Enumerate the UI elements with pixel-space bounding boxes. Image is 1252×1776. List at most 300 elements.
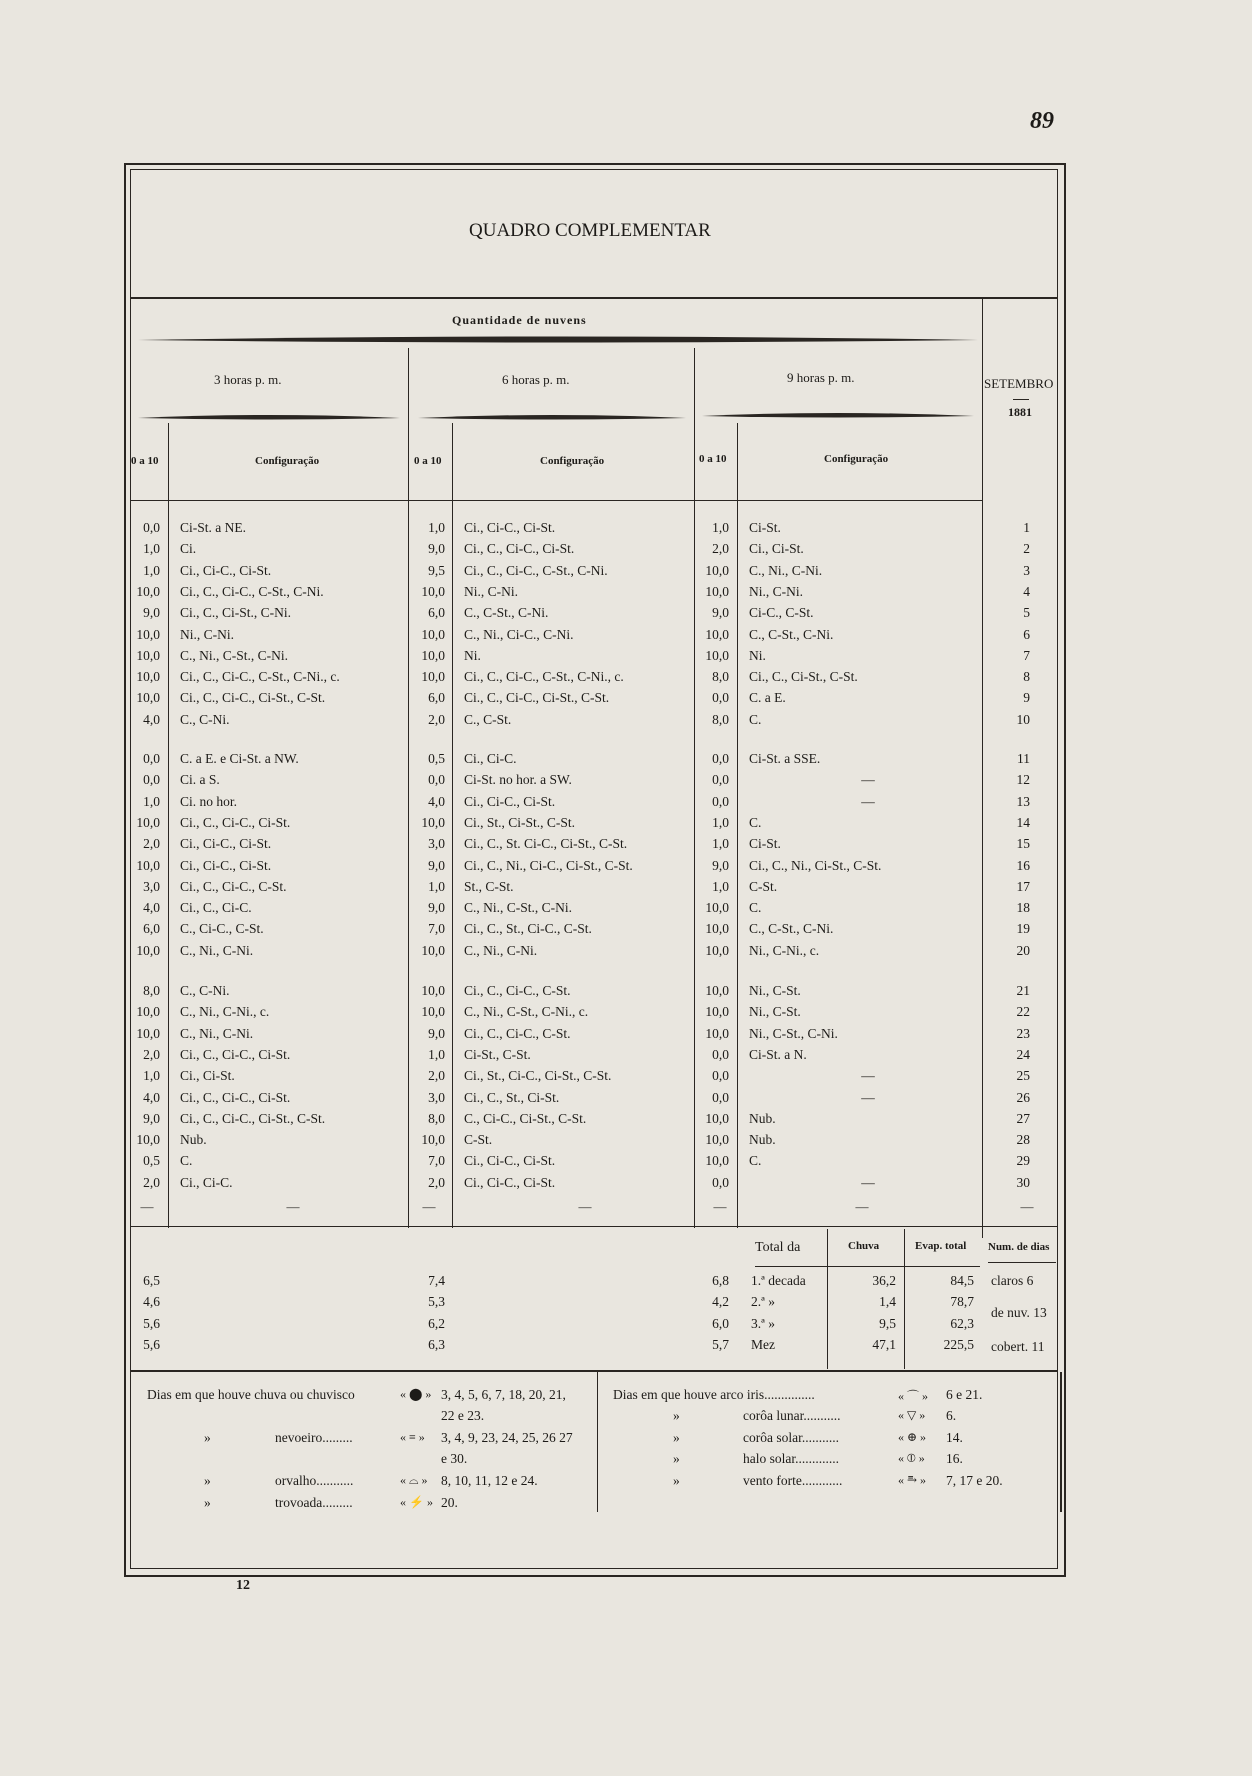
row-day: 7 [1023, 647, 1030, 663]
row-amount-9pm: 10,0 [705, 1004, 729, 1020]
row-config-9pm: Ci-St. a N. [749, 1046, 807, 1062]
row-day: 17 [1016, 878, 1030, 894]
weather-symbol-icon: « ▽ » [898, 1408, 926, 1422]
row-amount-3pm: 10,0 [136, 583, 160, 599]
evap-value: 62,3 [950, 1315, 974, 1331]
row-config-6pm: Ci., C., Ni., Ci-C., Ci-St., C-St. [464, 857, 633, 873]
row-amount-6pm: 0,5 [428, 751, 445, 766]
row-day: 20 [1016, 942, 1030, 958]
row-day: 25 [1016, 1068, 1030, 1084]
note-bullet: » [673, 1408, 680, 1423]
row-config-9pm: — [861, 772, 875, 788]
chuva-value: 1,4 [879, 1294, 896, 1310]
row-config-9pm: Ci-St. a SSE. [749, 751, 821, 766]
days-count: de nuv. 13 [991, 1305, 1047, 1320]
period-label-1: 3 horas p. m. [214, 372, 282, 387]
row-day: 30 [1016, 1174, 1030, 1190]
month-header: SETEMBRO [984, 376, 1054, 391]
row-amount-9pm: 1,0 [712, 878, 729, 894]
summary-top-rule [130, 1226, 1058, 1227]
row-day: 11 [1017, 751, 1030, 766]
row-config-3pm: Ci., C., Ci-C., C-St., C-Ni., c. [180, 669, 340, 685]
row-day: 10 [1016, 711, 1030, 727]
note-label: Dias em que houve chuva ou chuvisco [147, 1387, 355, 1402]
row-amount-9pm: 10,0 [705, 647, 729, 663]
summary-label-underline [755, 1266, 980, 1267]
row-config-3pm: Ci., C., Ci-C., Ci-St. [180, 814, 291, 830]
row-amount-3pm: 2,0 [143, 1046, 160, 1062]
row-config-9pm: — [861, 1068, 875, 1084]
row-config-9pm: Ni. [749, 647, 766, 663]
row-day: 6 [1023, 626, 1030, 642]
row-amount-6pm: 2,0 [428, 1068, 445, 1084]
row-config-9pm: C. [749, 711, 762, 727]
weather-symbol-icon: « ≡ » [400, 1430, 425, 1444]
table-title: QUADRO COMPLEMENTAR [469, 220, 711, 241]
row-config-3pm: Ci-St. a NE. [180, 520, 246, 535]
row-config-3pm: C., C-Ni. [180, 711, 230, 727]
summary-period: 3.ª » [751, 1315, 775, 1331]
row-config-9pm: Ni., C-St. [749, 1004, 801, 1020]
weather-symbol-icon: « ⬤ » [400, 1387, 432, 1401]
note-days: 6 e 21. [946, 1387, 983, 1402]
row-amount-6pm: 9,5 [428, 562, 445, 578]
note-bullet: » [204, 1473, 211, 1488]
row-config-9pm: C., C-St., C-Ni. [749, 921, 834, 937]
row-config-6pm: Ci., C., Ci-C., C-St., C-Ni. [464, 562, 608, 578]
note-label: corôa solar........... [743, 1430, 839, 1445]
row-config-3pm: Ci., Ci-C., Ci-St. [180, 857, 272, 873]
row-amount-6pm: 10,0 [421, 647, 445, 663]
row-config-9pm: Ci-C., C-St. [749, 605, 814, 621]
note-days: 20. [441, 1495, 458, 1510]
header-divider-right [982, 298, 983, 1238]
row-amount-3pm: 10,0 [136, 1132, 160, 1148]
row-config-3pm: Ci., C., Ci-C., Ci-St., C-St. [180, 1110, 326, 1126]
avg-9pm: 6,0 [712, 1315, 729, 1331]
row-amount-3pm: 10,0 [136, 1025, 160, 1041]
row-amount-3pm: 8,0 [143, 983, 160, 998]
row-config-3pm: Ci., C., Ci-C., Ci-St., C-St. [180, 690, 326, 706]
row-day: 2 [1023, 541, 1030, 557]
row-day: 9 [1023, 690, 1030, 706]
row-day: 16 [1016, 857, 1030, 873]
row-config-6pm: Ci., C., St., Ci-St. [464, 1089, 560, 1105]
title-rule [130, 297, 1058, 299]
avg-6pm: 5,3 [428, 1294, 445, 1310]
weather-symbol-icon: « ⊕ » [898, 1430, 927, 1444]
evap-value: 225,5 [943, 1336, 974, 1352]
row-amount-9pm: 10,0 [705, 983, 729, 998]
col-divider-a2 [452, 423, 453, 1228]
row-amount-3pm: 10,0 [136, 1004, 160, 1020]
row-amount-9pm: 2,0 [712, 541, 729, 557]
row-config-3pm: Ci., Ci-C. [180, 1174, 233, 1190]
numdias-underline [988, 1262, 1056, 1263]
row-amount-3pm: 0,0 [143, 772, 160, 788]
summary-divider-chuva [904, 1229, 905, 1369]
note-bullet: » [204, 1495, 211, 1510]
row-day: 1 [1023, 520, 1030, 535]
period-swell-rule-3 [702, 410, 974, 420]
dash-cell: — [1020, 1199, 1034, 1214]
row-config-6pm: C., C-St., C-Ni. [464, 605, 549, 621]
row-config-6pm: Ci., C., Ci-C., C-St., C-Ni., c. [464, 669, 624, 685]
row-amount-9pm: 9,0 [712, 857, 729, 873]
row-config-3pm: Ci., Ci-C., Ci-St. [180, 562, 272, 578]
row-config-9pm: — [861, 1174, 875, 1190]
period-label-2: 6 horas p. m. [502, 372, 570, 387]
row-config-6pm: Ci-St. no hor. a SW. [464, 772, 572, 788]
row-config-6pm: Ni. [464, 647, 481, 663]
notes-right-edge [1060, 1372, 1062, 1512]
row-amount-6pm: 9,0 [428, 857, 445, 873]
weather-symbol-icon: « ⥱ » [898, 1473, 927, 1487]
row-amount-9pm: 0,0 [712, 1068, 729, 1084]
evap-value: 84,5 [950, 1273, 974, 1288]
row-day: 18 [1016, 900, 1030, 916]
note-label: orvalho........... [275, 1473, 354, 1488]
row-amount-9pm: 10,0 [705, 562, 729, 578]
dash-cell: — [855, 1199, 869, 1214]
row-amount-3pm: 9,0 [143, 605, 160, 621]
row-amount-3pm: 0,0 [143, 751, 160, 766]
col-header-amount-2: 0 a 10 [414, 455, 442, 467]
row-config-6pm: C., Ni., C-Ni. [464, 942, 538, 958]
avg-3pm: 4,6 [143, 1294, 160, 1310]
dash-cell: — [286, 1199, 300, 1214]
avg-9pm: 6,8 [712, 1273, 729, 1288]
group-header-swell-rule [138, 335, 978, 345]
note-bullet: » [673, 1451, 680, 1466]
row-amount-6pm: 1,0 [428, 878, 445, 894]
avg-6pm: 6,2 [428, 1315, 445, 1331]
row-config-3pm: Ci., Ci-C., Ci-St. [180, 836, 272, 852]
note-label: Dias em que houve arco iris............... [613, 1387, 815, 1402]
note-days: 3, 4, 9, 23, 24, 25, 26 27 [441, 1430, 573, 1445]
avg-3pm: 6,5 [143, 1273, 160, 1288]
row-amount-9pm: 1,0 [712, 836, 729, 852]
row-config-9pm: Nub. [749, 1132, 776, 1148]
note-days: 22 e 23. [441, 1408, 485, 1423]
row-config-6pm: Ci., St., Ci-C., Ci-St., C-St. [464, 1068, 612, 1084]
row-amount-6pm: 7,0 [428, 1153, 445, 1169]
days-count: claros 6 [991, 1273, 1034, 1288]
col-header-amount-1: 0 a 10 [131, 455, 159, 467]
note-days: 8, 10, 11, 12 e 24. [441, 1473, 538, 1488]
note-days: 7, 17 e 20. [946, 1473, 1003, 1488]
year-header: 1881 [1008, 405, 1032, 419]
row-day: 23 [1016, 1025, 1030, 1041]
summary-period: 1.ª decada [751, 1273, 806, 1288]
row-amount-9pm: 8,0 [712, 711, 729, 727]
row-amount-3pm: 10,0 [136, 942, 160, 958]
row-config-9pm: C., C-St., C-Ni. [749, 626, 834, 642]
row-config-9pm: Ni., C-Ni. [749, 583, 803, 599]
row-amount-6pm: 10,0 [421, 814, 445, 830]
row-config-6pm: Ni., C-Ni. [464, 583, 518, 599]
dash-cell: — [422, 1199, 436, 1214]
note-label: trovoada......... [275, 1495, 353, 1510]
row-config-3pm: C., Ni., C-St., C-Ni. [180, 647, 289, 663]
row-amount-3pm: 2,0 [143, 836, 160, 852]
notes-divider [597, 1372, 598, 1512]
row-config-6pm: Ci., Ci-C., Ci-St. [464, 520, 556, 535]
row-day: 19 [1016, 921, 1030, 937]
row-amount-6pm: 2,0 [428, 711, 445, 727]
dash-cell: — [140, 1199, 154, 1214]
row-amount-3pm: 1,0 [143, 541, 160, 557]
row-config-6pm: Ci., C., Ci-C., Ci-St., C-St. [464, 690, 610, 706]
row-amount-9pm: 8,0 [712, 669, 729, 685]
row-config-6pm: St., C-St. [464, 878, 514, 894]
note-days: 16. [946, 1451, 963, 1466]
row-config-9pm: — [861, 793, 875, 809]
row-amount-6pm: 10,0 [421, 669, 445, 685]
period-label-3: 9 horas p. m. [787, 370, 855, 385]
row-amount-9pm: 0,0 [712, 690, 729, 706]
row-day: 22 [1016, 1004, 1030, 1020]
row-config-3pm: C., C-Ni. [180, 983, 230, 998]
row-amount-6pm: 10,0 [421, 1132, 445, 1148]
row-config-9pm: C. [749, 900, 762, 916]
row-day: 12 [1016, 772, 1030, 788]
row-amount-9pm: 0,0 [712, 1174, 729, 1190]
dash-cell: — [578, 1199, 592, 1214]
row-amount-3pm: 4,0 [143, 1089, 160, 1105]
row-amount-9pm: 10,0 [705, 942, 729, 958]
row-config-3pm: C., Ni., C-Ni. [180, 942, 254, 958]
row-amount-3pm: 9,0 [143, 1110, 160, 1126]
row-config-6pm: Ci., C., St. Ci-C., Ci-St., C-St. [464, 836, 628, 852]
row-amount-6pm: 9,0 [428, 900, 445, 916]
row-amount-3pm: 0,5 [143, 1153, 160, 1169]
col-header-config-3: Configuração [824, 453, 889, 465]
row-amount-9pm: 10,0 [705, 583, 729, 599]
row-amount-9pm: 0,0 [712, 793, 729, 809]
row-config-3pm: Ci. a S. [180, 772, 220, 788]
group-header: Quantidade de nuvens [452, 313, 587, 327]
chuva-value: 36,2 [872, 1273, 896, 1288]
row-amount-6pm: 1,0 [428, 520, 445, 535]
row-amount-6pm: 6,0 [428, 605, 445, 621]
row-amount-6pm: 2,0 [428, 1174, 445, 1190]
row-amount-6pm: 7,0 [428, 921, 445, 937]
note-label: vento forte............ [743, 1473, 843, 1488]
row-amount-9pm: 10,0 [705, 626, 729, 642]
row-config-9pm: Ci., C., Ni., Ci-St., C-St. [749, 857, 882, 873]
notes-top-rule [130, 1370, 1058, 1372]
row-config-6pm: C-St. [464, 1132, 493, 1148]
col-divider-a3 [737, 423, 738, 1228]
note-bullet: » [204, 1430, 211, 1445]
year-overline [1013, 399, 1029, 400]
row-day: 29 [1016, 1153, 1030, 1169]
row-config-6pm: Ci., Ci-C., Ci-St. [464, 1174, 556, 1190]
row-amount-6pm: 10,0 [421, 1004, 445, 1020]
row-config-6pm: C., C-St. [464, 711, 512, 727]
row-amount-3pm: 1,0 [143, 1068, 160, 1084]
avg-6pm: 7,4 [428, 1273, 445, 1288]
row-day: 13 [1016, 793, 1030, 809]
row-amount-9pm: 1,0 [712, 814, 729, 830]
note-days: e 30. [441, 1451, 468, 1466]
row-amount-6pm: 0,0 [428, 772, 445, 788]
row-amount-6pm: 8,0 [428, 1110, 445, 1126]
row-day: 8 [1023, 669, 1030, 685]
row-day: 24 [1016, 1046, 1030, 1062]
row-config-9pm: — [861, 1089, 875, 1105]
row-config-3pm: Ci., C., Ci-C., C-St., C-Ni. [180, 583, 324, 599]
row-amount-9pm: 9,0 [712, 605, 729, 621]
row-amount-3pm: 3,0 [143, 878, 160, 894]
row-config-3pm: C. a E. e Ci-St. a NW. [180, 751, 299, 766]
weather-symbol-icon: « ⌓ » [400, 1473, 428, 1487]
weather-symbol-icon: « ⌒ » [898, 1389, 929, 1403]
row-amount-3pm: 1,0 [143, 562, 160, 578]
row-config-3pm: Ni., C-Ni. [180, 626, 234, 642]
row-config-6pm: C., Ni., Ci-C., C-Ni. [464, 626, 574, 642]
row-config-3pm: C., Ni., C-Ni. [180, 1025, 254, 1041]
summary-divider-totalda [827, 1229, 828, 1369]
row-config-6pm: C., Ci-C., Ci-St., C-St. [464, 1110, 587, 1126]
row-config-9pm: C-St. [749, 878, 778, 894]
avg-6pm: 6,3 [428, 1336, 445, 1352]
row-amount-6pm: 1,0 [428, 1046, 445, 1062]
row-amount-9pm: 10,0 [705, 1110, 729, 1126]
total-label: Total da [755, 1240, 801, 1255]
page-number: 89 [1030, 108, 1054, 134]
weather-symbol-icon: « ⦶ » [898, 1451, 925, 1465]
col-divider-a1 [168, 423, 169, 1228]
weather-symbol-icon: « ⚡ » [400, 1495, 433, 1509]
row-amount-3pm: 10,0 [136, 669, 160, 685]
row-amount-3pm: 4,0 [143, 900, 160, 916]
row-amount-3pm: 10,0 [136, 814, 160, 830]
row-config-6pm: Ci., St., Ci-St., C-St. [464, 814, 576, 830]
avg-9pm: 5,7 [712, 1336, 729, 1352]
note-bullet: » [673, 1473, 680, 1488]
row-amount-6pm: 10,0 [421, 626, 445, 642]
row-amount-3pm: 4,0 [143, 711, 160, 727]
row-config-9pm: Ci., Ci-St. [749, 541, 804, 557]
row-config-9pm: Ni., C-St. [749, 983, 801, 998]
row-config-9pm: Ci., C., Ci-St., C-St. [749, 669, 858, 685]
row-config-3pm: Ci. no hor. [180, 793, 238, 809]
row-day: 3 [1023, 562, 1030, 578]
row-day: 27 [1016, 1110, 1030, 1126]
row-day: 4 [1023, 583, 1030, 599]
row-amount-6pm: 10,0 [421, 942, 445, 958]
row-amount-3pm: 10,0 [136, 690, 160, 706]
row-config-9pm: C. a E. [749, 690, 786, 706]
row-config-9pm: Ni., C-St., C-Ni. [749, 1025, 838, 1041]
row-day: 28 [1016, 1132, 1030, 1148]
note-bullet: » [673, 1430, 680, 1445]
row-config-9pm: C. [749, 814, 762, 830]
row-config-3pm: C. [180, 1153, 193, 1169]
row-day: 15 [1016, 836, 1030, 852]
row-config-3pm: Ci., C., Ci-C., C-St. [180, 878, 287, 894]
row-amount-9pm: 10,0 [705, 1153, 729, 1169]
row-config-3pm: Ci., Ci-St. [180, 1068, 235, 1084]
row-config-6pm: C., Ni., C-St., C-Ni. [464, 900, 573, 916]
chuva-value: 9,5 [879, 1315, 896, 1331]
row-amount-6pm: 9,0 [428, 541, 445, 557]
note-days: 6. [946, 1408, 957, 1423]
row-config-3pm: C., Ci-C., C-St. [180, 921, 264, 937]
row-amount-6pm: 9,0 [428, 1025, 445, 1041]
period-swell-rule-2 [418, 412, 686, 422]
row-day: 14 [1016, 814, 1030, 830]
note-label: nevoeiro......... [275, 1430, 353, 1445]
row-amount-3pm: 10,0 [136, 626, 160, 642]
row-amount-9pm: 0,0 [712, 1046, 729, 1062]
row-config-3pm: Ci., C., Ci-C., Ci-St. [180, 1046, 291, 1062]
evap-value: 78,7 [950, 1294, 974, 1310]
row-config-3pm: Nub. [180, 1132, 207, 1148]
chuva-value: 47,1 [872, 1336, 896, 1352]
column-header-rule [130, 500, 982, 501]
row-amount-9pm: 10,0 [705, 1025, 729, 1041]
note-label: corôa lunar........... [743, 1408, 841, 1423]
row-amount-9pm: 0,0 [712, 772, 729, 788]
row-amount-9pm: 0,0 [712, 1089, 729, 1105]
row-config-9pm: Ci-St. [749, 520, 781, 535]
note-label: halo solar............. [743, 1451, 839, 1466]
row-config-6pm: Ci., Ci-C., Ci-St. [464, 1153, 556, 1169]
row-config-9pm: Nub. [749, 1110, 776, 1126]
row-amount-9pm: 10,0 [705, 1132, 729, 1148]
row-config-9pm: C. [749, 1153, 762, 1169]
row-config-3pm: Ci. [180, 541, 197, 557]
row-amount-6pm: 10,0 [421, 583, 445, 599]
row-amount-6pm: 4,0 [428, 793, 445, 809]
dash-cell: — [713, 1199, 727, 1214]
row-config-3pm: Ci., C., Ci-C. [180, 900, 252, 916]
evap-label: Evap. total [915, 1240, 967, 1252]
row-config-6pm: Ci., Ci-C. [464, 751, 517, 766]
days-count: cobert. 11 [991, 1339, 1045, 1354]
row-config-6pm: Ci., C., Ci-C., C-St. [464, 1025, 571, 1041]
row-config-9pm: Ni., C-Ni., c. [749, 942, 820, 958]
row-config-9pm: C., Ni., C-Ni. [749, 562, 823, 578]
row-config-6pm: Ci., C., Ci-C., Ci-St. [464, 541, 575, 557]
row-config-6pm: C., Ni., C-St., C-Ni., c. [464, 1004, 589, 1020]
row-config-6pm: Ci., C., Ci-C., C-St. [464, 983, 571, 998]
chuva-label: Chuva [848, 1240, 880, 1252]
summary-period: 2.ª » [751, 1294, 775, 1310]
row-amount-3pm: 2,0 [143, 1174, 160, 1190]
row-amount-9pm: 0,0 [712, 751, 729, 766]
row-amount-3pm: 6,0 [143, 921, 160, 937]
row-config-6pm: Ci., Ci-C., Ci-St. [464, 793, 556, 809]
row-config-6pm: Ci-St., C-St. [464, 1046, 531, 1062]
row-day: 21 [1016, 983, 1030, 998]
row-amount-9pm: 10,0 [705, 900, 729, 916]
row-config-3pm: Ci., C., Ci-St., C-Ni. [180, 605, 292, 621]
row-day: 5 [1023, 605, 1030, 621]
col-header-config-2: Configuração [540, 455, 605, 467]
avg-3pm: 5,6 [143, 1315, 160, 1331]
note-days: 3, 4, 5, 6, 7, 18, 20, 21, [441, 1387, 566, 1402]
numdias-label: Num. de dias [988, 1241, 1050, 1253]
row-amount-9pm: 10,0 [705, 921, 729, 937]
col-header-amount-3: 0 a 10 [699, 453, 727, 465]
row-day: 26 [1016, 1089, 1030, 1105]
row-amount-3pm: 1,0 [143, 793, 160, 809]
row-amount-3pm: 10,0 [136, 647, 160, 663]
